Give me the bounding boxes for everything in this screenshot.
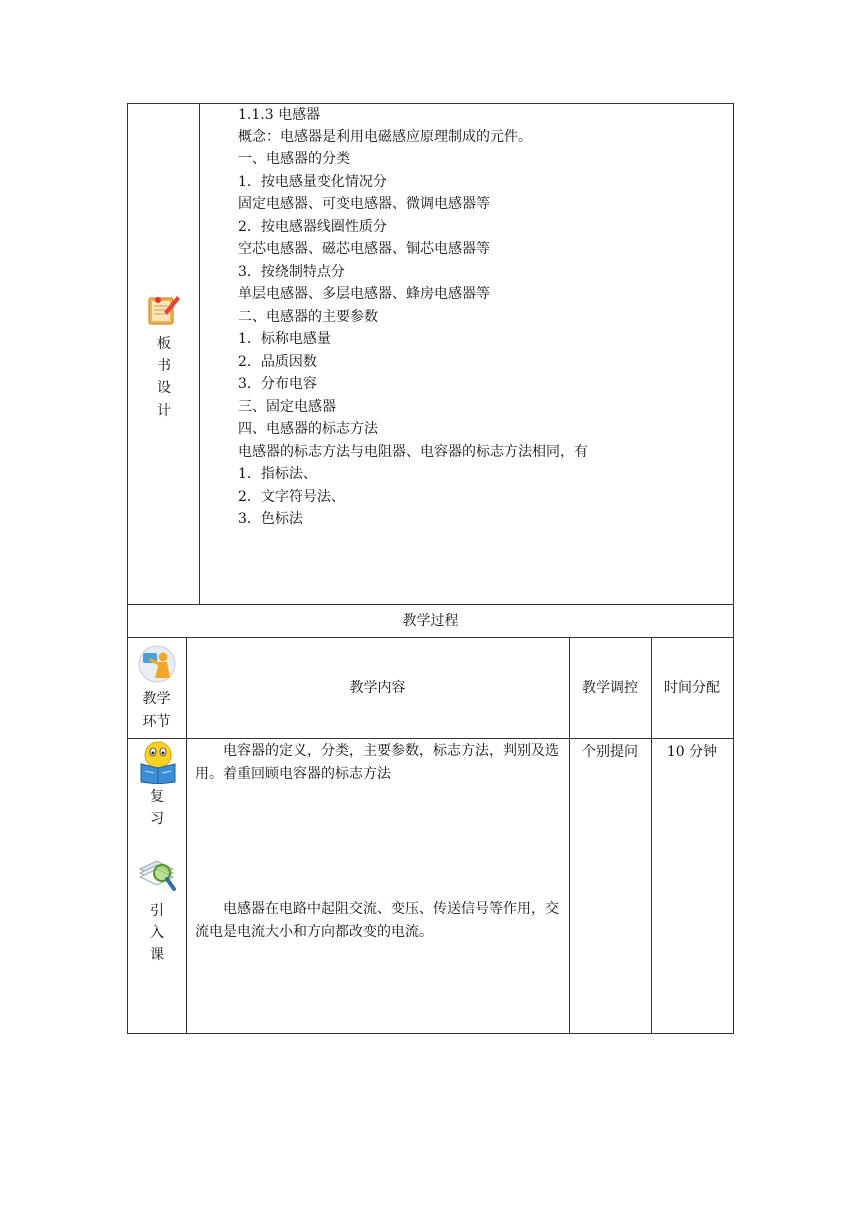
board-label-char: 计 <box>157 403 171 419</box>
board-label-char: 书 <box>157 358 171 374</box>
intro-label-char: 课 <box>150 947 164 963</box>
table-border-left <box>127 103 128 1034</box>
smiley-reading-book-icon <box>137 740 179 784</box>
board-line: 一、电感器的分类 <box>238 151 350 167</box>
board-line: 2．品质因数 <box>238 354 317 370</box>
header-control: 教学调控 <box>582 680 638 696</box>
review-label-char: 复 <box>150 789 164 805</box>
board-line: 固定电感器、可变电感器、微调电感器等 <box>238 196 490 212</box>
board-line: 三、固定电感器 <box>238 399 336 415</box>
header-time: 时间分配 <box>664 680 720 696</box>
intro-label-char: 入 <box>150 925 164 941</box>
header-content: 教学内容 <box>349 680 406 696</box>
board-line: 1．按电感量变化情况分 <box>238 174 387 190</box>
board-line: 2．按电感器线圈性质分 <box>238 219 387 235</box>
notepad-pencil-icon <box>144 290 182 328</box>
board-line: 3．按绕制特点分 <box>238 264 345 280</box>
header-row-bottom <box>127 738 734 739</box>
review-time: 10 分钟 <box>666 744 718 760</box>
board-label-char: 板 <box>157 336 171 352</box>
board-divider <box>199 103 200 604</box>
header-segment-line1: 教学 <box>142 691 171 707</box>
magnifier-document-icon <box>137 855 179 897</box>
board-line: 空芯电感器、磁芯电感器、铜芯电感器等 <box>238 241 490 257</box>
process-title-bottom <box>127 637 734 638</box>
table-border-top <box>127 103 734 104</box>
board-line: 概念：电感器是利用电磁感应原理制成的元件。 <box>238 129 532 145</box>
board-line: 电感器的标志方法与电阻器、电容器的标志方法相同，有 <box>238 444 588 460</box>
board-label-char: 设 <box>157 380 171 396</box>
board-line: 3．色标法 <box>238 511 303 527</box>
review-control: 个别提问 <box>582 744 638 760</box>
table-border-bottom <box>127 1033 734 1034</box>
presenter-icon <box>137 644 177 684</box>
board-line: 四、电感器的标志方法 <box>238 421 378 437</box>
board-line: 2．文字符号法、 <box>238 489 345 505</box>
table-border-right <box>733 103 734 1034</box>
review-content: 电容器的定义，分类，主要参数，标志方法，判别及选用。着重回顾电容器的标志方法 <box>195 743 559 782</box>
board-bottom-border <box>127 604 734 605</box>
intro-content: 电感器在电路中起阻交流、变压、传送信号等作用，交流电是电流大小和方向都改变的电流。 <box>195 901 559 940</box>
board-line: 单层电感器、多层电感器、蜂房电感器等 <box>238 286 490 302</box>
board-line: 3．分布电容 <box>238 376 317 392</box>
header-segment-line2: 环节 <box>142 714 171 730</box>
process-title: 教学过程 <box>402 613 459 629</box>
board-line: 二、电感器的主要参数 <box>238 309 378 325</box>
board-line: 1．指标法、 <box>238 466 317 482</box>
review-label-char: 习 <box>150 811 164 827</box>
board-heading: 1.1.3 电感器 <box>238 107 321 123</box>
intro-label-char: 引 <box>150 903 164 919</box>
board-line: 1．标称电感量 <box>238 331 331 347</box>
